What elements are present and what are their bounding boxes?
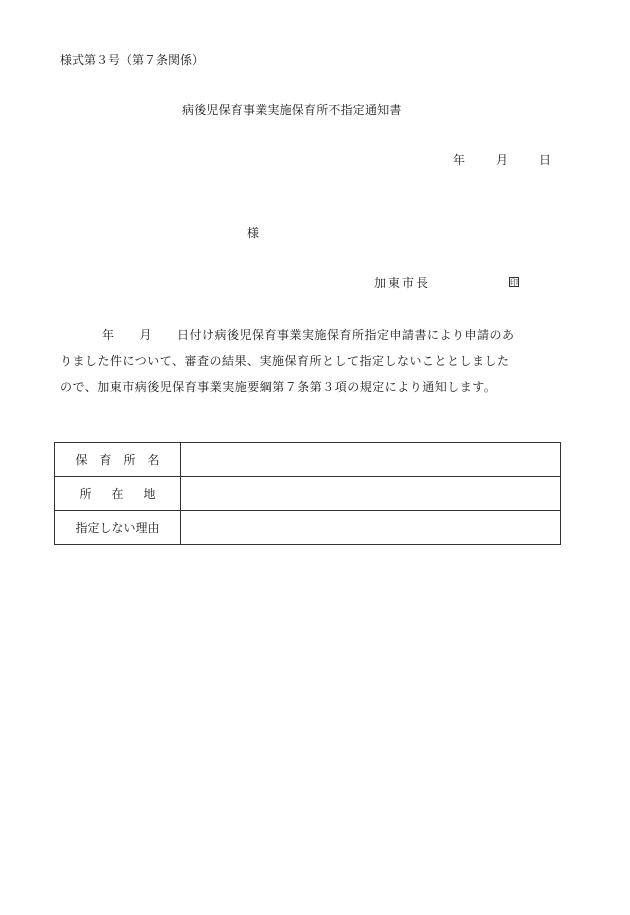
nursery-info-table xyxy=(54,442,561,545)
nursery-name-value xyxy=(181,443,561,477)
body-line-1: 年 月 日付け病後児保育事業実施保育所指定申請書により申請のあ xyxy=(102,328,515,342)
reason-label: 指定しない理由 xyxy=(55,511,181,545)
date-month-label: 月 xyxy=(496,153,509,167)
date-day-label: 日 xyxy=(539,153,552,167)
reason-value xyxy=(181,511,561,545)
table-row xyxy=(55,443,561,477)
table-row xyxy=(55,477,561,511)
issuer-name: 加東市長 xyxy=(374,276,431,290)
location-label: 所在地 xyxy=(55,477,181,511)
seal-icon: 印 xyxy=(510,278,518,287)
body-line-2: りました件について、審査の結果、実施保育所として指定しないこととしました xyxy=(60,354,510,368)
location-value xyxy=(181,477,561,511)
date-line xyxy=(453,154,551,166)
body-line-3: ので、加東市病後児保育事業実施要綱第７条第３項の規定により通知します。 xyxy=(60,380,497,394)
notice-body xyxy=(60,322,560,400)
nursery-name-label: 保育所名 xyxy=(55,443,181,477)
form-number: 様式第３号（第７条関係） xyxy=(60,53,205,67)
document-title: 病後児保育事業実施保育所不指定通知書 xyxy=(182,103,402,117)
date-year-label: 年 xyxy=(453,153,466,167)
addressee-suffix: 様 xyxy=(247,226,260,240)
table-row xyxy=(55,511,561,545)
